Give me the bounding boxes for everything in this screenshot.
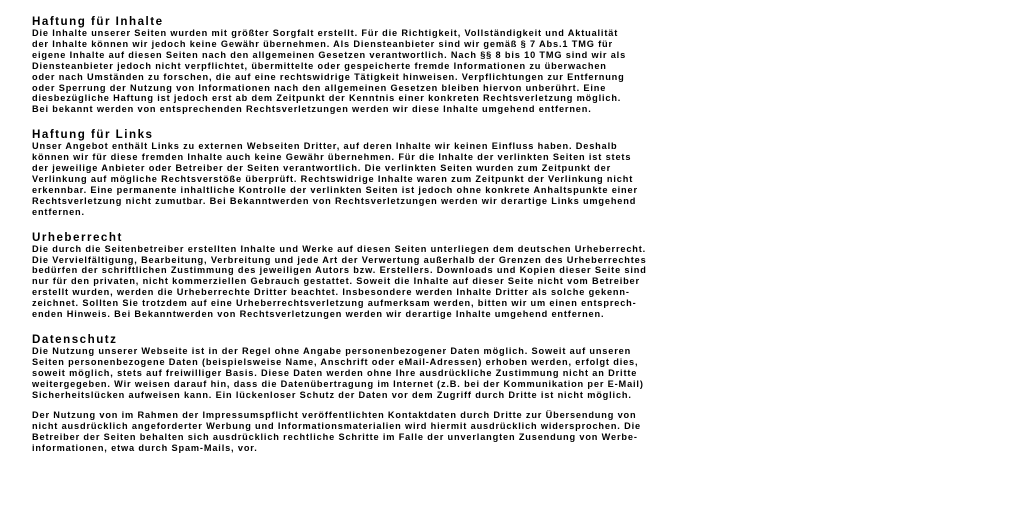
section-spacer <box>32 218 862 231</box>
section-body <box>32 244 862 320</box>
paragraph-line: informationen, etwa durch Spam-Mails, vor. <box>32 443 258 454</box>
paragraph-line: Die durch die Seitenbetreiber erstellten Inhalte und Werke auf diesen Seiten unterliegen dem deutschen Urheberrecht. <box>32 243 647 254</box>
paragraph-line: Sicherheitslücken aufweisen kann. Ein lückenloser Schutz der Daten vor dem Zugriff durch Dritte ist nicht möglich. <box>32 389 632 400</box>
paragraph-line: Verlinkung auf mögliche Rechtsverstöße überprüft. Rechtswidrige Inhalte waren zum Zeitpunkt der Verlinkung nicht <box>32 173 634 184</box>
paragraph-line: nicht ausdrücklich angeforderter Werbung und Informationsmaterialien wird hiermit ausdrücklich widersprochen. Die <box>32 421 641 432</box>
paragraph-line: oder nach Umständen zu forschen, die auf eine rechtswidrige Tätigkeit hinweisen. Verpflichtungen zur Entfernung <box>32 71 625 82</box>
paragraph-line: der Inhalte können wir jedoch keine Gewähr übernehmen. Als Diensteanbieter sind wir gemäß § 7 Abs.1 TMG für <box>32 38 613 49</box>
section-heading: Urheberrecht <box>32 230 123 244</box>
section-body <box>32 28 862 115</box>
paragraph-line: Die Inhalte unserer Seiten wurden mit größter Sorgfalt erstellt. Für die Richtigkeit, Vollständigkeit und Aktualität <box>32 28 619 38</box>
section-spacer <box>32 115 862 128</box>
paragraph-line: erstellt wurden, werden die Urheberrechte Dritter beachtet. Insbesondere werden Inhalte Dritter als solche gekenn- <box>32 287 630 298</box>
paragraph-line: Die Vervielfältigung, Bearbeitung, Verbreitung und jede Art der Verwertung außerhalb der Grenzen des Urheberrechtes <box>32 254 647 265</box>
section-urheberrecht <box>32 231 862 320</box>
paragraph-line: erkennbar. Eine permanente inhaltliche Kontrolle der verlinkten Seiten ist jedoch ohne konkrete Anhaltspunkte einer <box>32 184 638 195</box>
section-heading: Datenschutz <box>32 332 118 346</box>
paragraph <box>32 141 862 217</box>
section-haftung-links <box>32 128 862 217</box>
paragraph-line: weitergegeben. Wir weisen darauf hin, dass die Datenübertragung im Internet (z.B. bei der Kommunikation per E-Mail) <box>32 378 644 389</box>
paragraph-line: Der Nutzung von im Rahmen der Impressumspflicht veröffentlichten Kontaktdaten durch Dritte zur Übersendung von <box>32 410 637 421</box>
paragraph-line: Diensteanbieter jedoch nicht verpflichtet, übermittelte oder gespeicherte fremde Informationen zu überwachen <box>32 60 607 71</box>
paragraph-line: eigene Inhalte auf diesen Seiten nach den allgemeinen Gesetzen verantwortlich. Nach §§ 8 bis 10 TMG sind wir als <box>32 49 627 60</box>
paragraph <box>32 346 862 401</box>
paragraph-line: enden Hinweis. Bei Bekanntwerden von Rechtsverletzungen werden wir derartige Inhalte umgehend entfernen. <box>32 309 605 320</box>
section-heading: Haftung für Links <box>32 128 154 142</box>
paragraph <box>32 244 862 320</box>
paragraph-line: bedürfen der schriftlichen Zustimmung des jeweiligen Autors bzw. Erstellers. Downloads und Kopien dieser Seite sind <box>32 265 647 276</box>
paragraph <box>32 410 862 454</box>
paragraph-line: Betreiber der Seiten behalten sich ausdrücklich rechtliche Schritte im Falle der unverlangten Zusendung von Werbe- <box>32 432 638 443</box>
paragraph-line: soweit möglich, stets auf freiwilliger Basis. Diese Daten werden ohne Ihre ausdrückliche Zustimmung nicht an Dritte <box>32 367 638 378</box>
section-heading: Haftung für Inhalte <box>32 15 164 28</box>
paragraph-line: Seiten personenbezogene Daten (beispielsweise Name, Anschrift oder eMail-Adressen) erhoben werden, erfolgt dies, <box>32 356 639 367</box>
paragraph-line: zeichnet. Sollten Sie trotzdem auf eine Urheberrechtsverletzung aufmerksam werden, bitten wir um einen entsprech- <box>32 298 637 309</box>
paragraph <box>32 28 862 115</box>
paragraph-line: Unser Angebot enthält Links zu externen Webseiten Dritter, auf deren Inhalte wir keinen Einfluss haben. Deshalb <box>32 141 618 152</box>
section-body <box>32 346 862 454</box>
paragraph-spacer <box>32 400 862 410</box>
paragraph-line: Rechtsverletzung nicht zumutbar. Bei Bekanntwerden von Rechtsverletzungen werden wir derartige Links umgehend <box>32 195 637 206</box>
paragraph-line: können wir für diese fremden Inhalte auch keine Gewähr übernehmen. Für die Inhalte der verlinkten Seiten ist stets <box>32 152 632 163</box>
paragraph-line: der jeweilige Anbieter oder Betreiber der Seiten verantwortlich. Die verlinkten Seiten wurden zum Zeitpunkt der <box>32 163 612 174</box>
paragraph-line: oder Sperrung der Nutzung von Informationen nach den allgemeinen Gesetzen bleiben hiervon unberührt. Eine <box>32 82 607 93</box>
paragraph-line: Die Nutzung unserer Webseite ist in der Regel ohne Angabe personenbezogener Daten möglich. Soweit auf unseren <box>32 345 632 356</box>
paragraph-line: nur für den privaten, nicht kommerziellen Gebrauch gestattet. Soweit die Inhalte auf dieser Seite nicht vom Betreiber <box>32 276 640 287</box>
paragraph-line: diesbezügliche Haftung ist jedoch erst ab dem Zeitpunkt der Kenntnis einer konkreten Rechtsverletzung möglich. <box>32 93 622 104</box>
section-haftung-inhalte <box>32 15 862 115</box>
section-datenschutz <box>32 333 862 454</box>
legal-disclaimer-content <box>32 15 862 454</box>
paragraph-line: Bei bekannt werden von entsprechenden Rechtsverletzungen werden wir diese Inhalte umgehend entfernen. <box>32 104 592 115</box>
paragraph-line: entfernen. <box>32 206 85 217</box>
section-body <box>32 141 862 217</box>
section-spacer <box>32 320 862 333</box>
